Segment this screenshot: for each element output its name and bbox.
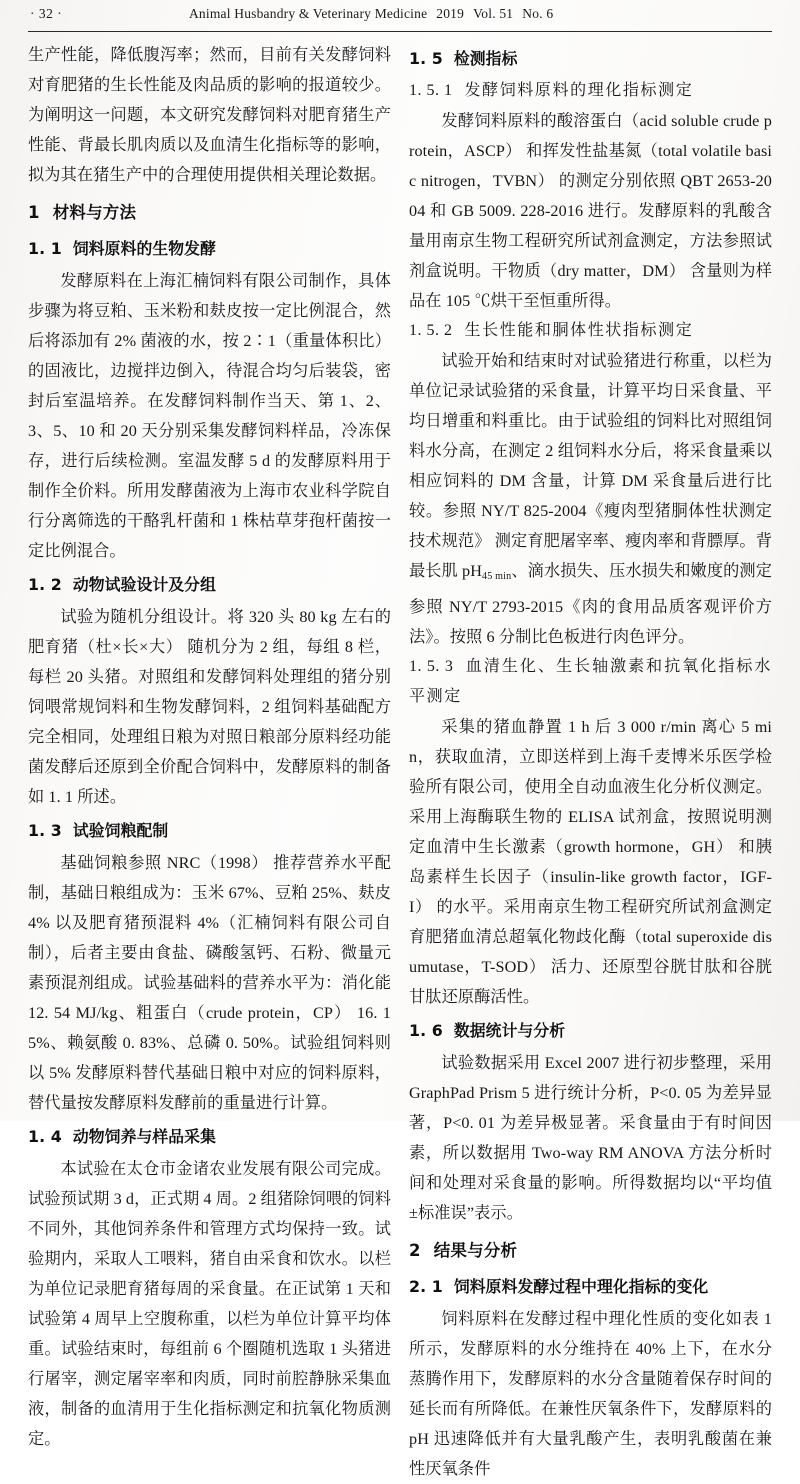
paragraph-2-1: 饲料原料在发酵过程中理化性质的变化如表 1 所示，发酵原料的水分维持在 40% 上下，在水分蒸腾作用下，发酵原料的水分含量随着保存时间的延长而有所降低。在兼性厌氧条件下，发酵原料的 pH 迅速降低并有大量乳酸产生，表明乳酸菌在兼性厌氧条件: [409, 1309, 772, 1478]
right-column: [409, 40, 772, 1478]
paragraph-1-5-2-part-b: 、滴水损失、压水损失和嫩度的测定参照 NY/T 2793-2015《肉的食用品质客观评价方法》。按照 6 分制比色板进行肉色评分。: [409, 562, 772, 646]
heading-1-2-number: 1. 2: [28, 575, 62, 594]
journal-volume: Vol. 51: [473, 6, 514, 21]
heading-1-3-label: 试验饲粮配制: [72, 821, 169, 840]
heading-1-6-label: 数据统计与分析: [453, 1020, 566, 1040]
heading-1-5: [409, 44, 772, 74]
heading-1-5-3-label: 血清生化、生长轴激素和抗氧化指标水平测定: [409, 657, 772, 705]
heading-section-2-label: 结果与分析: [433, 1240, 518, 1260]
heading-section-1: [28, 198, 391, 228]
heading-1-5-2-number: 1. 5. 2: [409, 322, 453, 339]
paragraph-1-6: 试验数据采用 Excel 2007 进行初步整理，采用 GraphPad Prism 5 进行统计分析，P<0. 05 为差异显著，P<0. 01 为差异极显著。采食量由于有时间因素，所以数据用 Two-way RM ANOVA 方法分析时间和处理对采食量的影响。所得数据均以“平均值±标准误”表示。: [409, 1053, 772, 1222]
heading-section-1-label: 材料与方法: [52, 203, 137, 222]
heading-2-1: [409, 1272, 772, 1302]
paragraph-1-5-2-part-a: 试验开始和结束时对试验猪进行称重，以栏为单位记录试验猪的采食量，计算平均日采食量、平均日增重和料重比。由于试验组的饲料比对照组饲料水分高，在测定 2 组饲料水分后，将采食量乘以相应饲料的 DM 含量，计算 DM 采食量后进行比较。参照 NY/T 825-2004《瘦肉型猪胴体性状测定技术规范》 测定育肥屠宰率、瘦肉率和背膘厚。背最长肌 pH: [409, 352, 772, 580]
heading-1-6-number: 1. 6: [409, 1020, 443, 1040]
paragraph-1-4: 本试验在太仓市金诸农业发展有限公司完成。试验预试期 3 d，正式期 4 周。2 组猪除饲喂的饲料不同外，其他饲养条件和管理方式均保持一致。试验期内，采取人工喂料，猪自由采食和饮水。以栏为单位记录肥育猪每周的采食量。在正试第 1 天和试验第 4 周早上空腹称重，以栏为单位计算平均体重。试验结束时，每组前 6 个圈随机选取 1 头猪进行屠宰，测定屠宰率和肉质，同时前腔静脉采集血液，制备的血清用于生化指标测定和抗氧化物质测定。: [28, 1160, 391, 1448]
heading-1-5-1: [409, 76, 772, 106]
paragraph-1-2: 试验为随机分组设计。将 320 头 80 kg 左右的肥育猪（杜×长×大） 随机分为 2 组，每组 8 栏，每栏 20 头猪。对照组和发酵饲料处理组的猪分别饲喂常规饲料和生物发酵饲料，2 组饲料基础配方完全相同，处理组日粮为对照日粮部分原料经功能菌发酵后还原到全价配合饲料中，发酵原料的制备如 1. 1 所述。: [28, 608, 391, 806]
heading-1-3: [28, 816, 391, 846]
heading-1-1-label: 饲料原料的生物发酵: [72, 239, 216, 258]
heading-1-4-label: 动物饲养与样品采集: [72, 1127, 216, 1146]
heading-1-5-1-number: 1. 5. 1: [409, 82, 453, 99]
journal-title-text: Animal Husbandry & Veterinary Medicine: [188, 6, 428, 21]
paragraph-1-3: 基础饲粮参照 NRC（1998） 推荐营养水平配制，基础日粮组成为：玉米 67%、豆粕 25%、麸皮 4% 以及肥育猪预混料 4%（汇楠饲料有限公司自制），后者主要由食盐、磷酸氢钙、石粉、微量元素预混剂组成。试验基础料的营养水平为：消化能 12. 54 MJ/kg、粗蛋白（crude protein，CP） 16. 15%、赖氨酸 0. 83%、总磷 0. 50%。试验组饲料则以 5% 发酵原料替代基础日粮中对应的饲料原料，替代量按发酵原料发酵前的重量进行计算。: [28, 854, 391, 1112]
heading-1-5-number: 1. 5: [409, 49, 443, 68]
heading-1-6: [409, 1016, 772, 1046]
two-column-body: [0, 40, 800, 1478]
heading-1-5-1-label: 发酵饲料原料的理化指标测定: [464, 82, 694, 99]
paragraph-1-5-3: 采集的猪血静置 1 h 后 3 000 r/min 离心 5 min，获取血清，立即送样到上海千麦博米乐医学检验所有限公司，使用全自动血液生化分析仪测定。采用上海酶联生物的 ELISA 试剂盒，按照说明测定血清中生长激素（growth hormone，GH） 和胰岛素样生长因子（insulin-like growth factor，IGF-I） 的水平。采用南京生物工程研究所试剂盒测定育肥猪血清总超氧化物歧化酶（total superoxide disumutase，T-SOD） 活力、还原型谷胱甘肽和谷胱甘肽还原酶活性。: [409, 717, 772, 1006]
heading-1-1: [28, 234, 391, 264]
paragraph-1-5-2: [409, 346, 772, 652]
heading-1-1-number: 1. 1: [28, 239, 62, 258]
journal-running-title: [62, 6, 770, 22]
heading-2-1-number: 2. 1: [409, 1276, 443, 1296]
heading-1-3-number: 1. 3: [28, 821, 62, 840]
journal-issue: No. 6: [522, 6, 554, 21]
paragraph-1-1: 发酵原料在上海汇楠饲料有限公司制作，具体步骤为将豆粕、玉米粉和麸皮按一定比例混合，然后将添加有 2% 菌液的水，按 2∶1（重量体积比） 的固液比，边搅拌边倒入，待混合均匀后装袋，密封后室温培养。在发酵饲料制作当天、第 1、2、3、5、10 和 20 天分别采集发酵饲料样品，冷冻保存，进行后续检测。室温发酵 5 d 的发酵原料用于制作全价料。所用发酵菌液为上海市农业科学院自行分离筛选的干酪乳杆菌和 1 株枯草芽孢杆菌按一定比例混合。: [28, 272, 391, 560]
header-rule: [28, 31, 772, 32]
ph-subscript: 45 min: [482, 570, 512, 582]
heading-2-1-label: 饲料原料发酵过程中理化指标的变化: [453, 1276, 709, 1296]
heading-section-2-number: 2: [409, 1240, 421, 1260]
heading-1-4: [28, 1122, 391, 1152]
heading-1-4-number: 1. 4: [28, 1127, 62, 1146]
journal-year: 2019: [436, 6, 465, 21]
heading-1-5-label: 检测指标: [453, 49, 518, 68]
heading-1-5-3-number: 1. 5. 3: [409, 657, 454, 675]
heading-1-2-label: 动物试验设计及分组: [72, 575, 216, 594]
running-head: [30, 6, 770, 28]
heading-1-5-3: [409, 652, 772, 712]
heading-1-5-2-label: 生长性能和胴体性状指标测定: [464, 322, 694, 339]
left-column: [28, 40, 391, 1448]
page-folio: · 32 ·: [30, 6, 63, 21]
paragraph-1-5-1: 发酵饲料原料的酸溶蛋白（acid soluble crude protein，ASCP） 和挥发性盐基氮（total volatile basic nitrogen，TVBN） 的测定分别依照 QBT 2653-2004 和 GB 5009. 228-2016 进行。发酵原料的乳酸含量用南京生物工程研究所试剂盒测定，方法参照试剂盒说明。干物质（dry matter，DM） 含量则为样品在 105 ℃烘干至恒重所得。: [409, 112, 772, 310]
heading-section-1-number: 1: [28, 203, 40, 222]
heading-1-5-2: [409, 316, 772, 346]
intro-paragraph: 生产性能，降低腹泻率；然而，目前有关发酵饲料对育肥猪的生长性能及肉品质的影响的报道较少。为阐明这一问题，本文研究发酵饲料对肥育猪生产性能、背最长肌肉质以及血清生化指标等的影响，拟为其在猪生产中的合理使用提供相关理论数据。: [28, 46, 391, 184]
heading-1-2: [28, 570, 391, 600]
heading-section-2: [409, 1236, 772, 1266]
